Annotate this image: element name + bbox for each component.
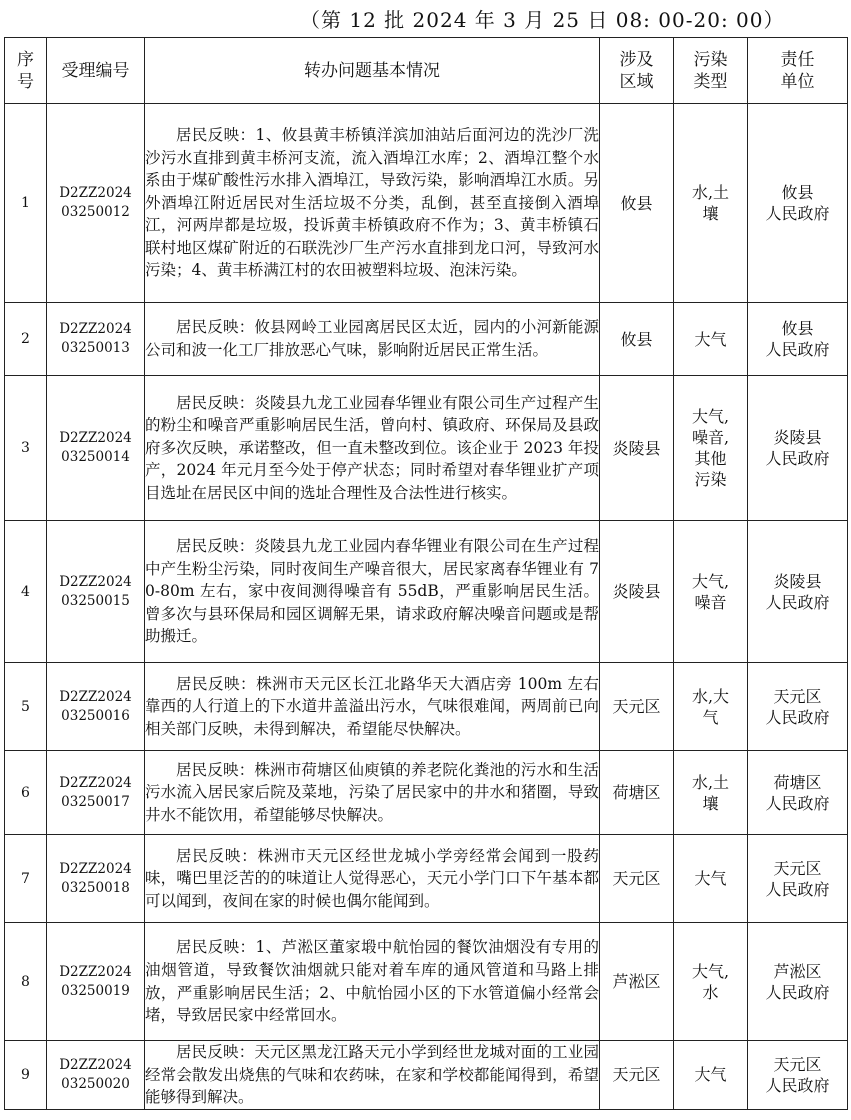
row-code-line: D2ZZ2024 bbox=[59, 185, 132, 201]
row-area: 芦淞区 bbox=[600, 923, 674, 1041]
row-code-line: D2ZZ2024 bbox=[59, 688, 132, 705]
row-code bbox=[47, 663, 145, 751]
row-type-line: 水,大 bbox=[691, 686, 730, 706]
row-seq: 7 bbox=[5, 835, 47, 923]
row-unit-line: 攸县 bbox=[781, 183, 814, 202]
row-code bbox=[47, 303, 145, 376]
table-header-row bbox=[5, 38, 848, 104]
row-code-line: 03250018 bbox=[61, 879, 130, 896]
row-desc-text: 居民反映：株洲市荷塘区仙庾镇的养老院化粪池的污水和生活污水流入居民家后院及菜地，污染了居民家中的井水和猪圈，导致井水不能饮用，希望能够尽快解决。 bbox=[145, 760, 599, 824]
row-code bbox=[47, 751, 145, 835]
row-unit-line: 人民政府 bbox=[765, 449, 830, 468]
row-unit-line: 人民政府 bbox=[765, 707, 830, 727]
row-type bbox=[674, 104, 748, 303]
row-code-line: 03250013 bbox=[61, 340, 130, 356]
batch-header: （第 12 批 2024 年 3 月 25 日 08: 00-20: 00） bbox=[300, 8, 785, 32]
row-code-line: 03250014 bbox=[61, 449, 130, 465]
row-type-line: 壤 bbox=[702, 793, 719, 813]
row-code-line: D2ZZ2024 bbox=[59, 1056, 132, 1073]
table-row bbox=[5, 376, 848, 521]
row-type bbox=[674, 835, 748, 923]
row-type bbox=[674, 663, 748, 751]
table-row bbox=[5, 923, 848, 1041]
row-unit-line: 攸县 bbox=[781, 319, 814, 338]
row-desc bbox=[145, 751, 600, 835]
row-unit bbox=[748, 104, 848, 303]
row-area: 攸县 bbox=[600, 303, 674, 376]
row-unit bbox=[748, 835, 848, 923]
row-code-line: 03250016 bbox=[61, 707, 130, 724]
row-type-line: 噪音, bbox=[691, 428, 730, 447]
row-code bbox=[47, 376, 145, 521]
row-code-line: 03250017 bbox=[61, 793, 130, 810]
col-header-code: 受理编号 bbox=[47, 38, 145, 104]
row-desc bbox=[145, 1041, 600, 1110]
row-unit-line: 炎陵县 bbox=[773, 571, 822, 591]
row-code-line: D2ZZ2024 bbox=[59, 774, 132, 791]
row-type-line: 水,土 bbox=[691, 772, 730, 792]
row-seq: 6 bbox=[5, 751, 47, 835]
row-desc bbox=[145, 923, 600, 1041]
row-unit-line: 人民政府 bbox=[765, 204, 830, 223]
row-code-line: D2ZZ2024 bbox=[59, 573, 132, 590]
row-desc-text: 居民反映：1、芦淞区董家塅中航怡园的餐饮油烟没有专用的油烟管道，导致餐饮油烟就只能对着车库的通风管道和马路上排放，严重影响居民生活；2、中航怡园小区的下水管道偏小经常会堵，导致居民家中经常回水。 bbox=[145, 938, 599, 1025]
row-code-line: 03250019 bbox=[61, 982, 130, 999]
row-unit-line: 人民政府 bbox=[765, 1075, 830, 1095]
row-code-line: 03250015 bbox=[61, 592, 130, 609]
table-row bbox=[5, 1041, 848, 1110]
row-type bbox=[674, 376, 748, 521]
row-type-line: 大气 bbox=[694, 1065, 727, 1085]
row-desc-text: 居民反映：株洲市天元区经世龙城小学旁经常会闻到一股药味，嘴巴里泛苦的的味道让人觉得恶心，天元小学门口下午基本都可以闻到，夜间在家的时候也偶尔能闻到。 bbox=[145, 846, 599, 910]
row-desc-text: 居民反映：攸县网岭工业园离居民区太近，园内的小河新能源公司和波一化工厂排放恶心气味，影响附近居民正常生活。 bbox=[145, 318, 599, 359]
row-type-line: 大气, bbox=[691, 571, 730, 591]
row-unit-line: 天元区 bbox=[773, 858, 822, 878]
row-desc-text: 居民反映：炎陵县九龙工业园春华锂业有限公司生产过程产生的粉尘和噪音严重影响居民生活，曾向村、镇政府、环保局及县政府多次反映，承诺整改，但一直未整改到位。该企业于 2023 年投产，2024 年元月至今处于停产状态；同时希望对春华锂业扩产项目选址在居民区中间的选址合理性及合法性进行核实。 bbox=[145, 393, 599, 502]
row-area: 炎陵县 bbox=[600, 521, 674, 663]
row-type-line: 污染 bbox=[694, 470, 727, 489]
col-header-type bbox=[674, 38, 748, 104]
col-header-seq-text: 序 号 bbox=[17, 49, 34, 92]
row-desc-text: 居民反映：株洲市天元区长江北路华天大酒店旁 100m 左右靠西的人行道上的下水道井盖溢出污水，气味很难闻，两周前已向相关部门反映，未得到解决，希望能尽快解决。 bbox=[145, 674, 599, 738]
table-row bbox=[5, 751, 848, 835]
row-unit bbox=[748, 663, 848, 751]
row-type-line: 大气, bbox=[691, 407, 730, 426]
row-unit bbox=[748, 521, 848, 663]
row-desc-text: 居民反映：天元区黑龙江路天元小学到经世龙城对面的工业园经常会散发出烧焦的气味和农药味，在家和学校都能闻得到，希望能够得到解决。 bbox=[145, 1043, 599, 1107]
row-unit bbox=[748, 923, 848, 1041]
row-desc bbox=[145, 104, 600, 303]
row-type-line: 大气 bbox=[694, 329, 727, 349]
col-header-desc: 转办问题基本情况 bbox=[145, 38, 600, 104]
row-type bbox=[674, 1041, 748, 1110]
row-unit-line: 人民政府 bbox=[765, 982, 830, 1002]
row-unit-line: 天元区 bbox=[773, 1054, 822, 1074]
row-type-line: 大气 bbox=[694, 869, 727, 888]
row-type bbox=[674, 923, 748, 1041]
row-unit bbox=[748, 751, 848, 835]
row-unit bbox=[748, 303, 848, 376]
row-seq: 4 bbox=[5, 521, 47, 663]
row-type-line: 大气, bbox=[691, 961, 730, 981]
row-code-line: 03250020 bbox=[61, 1075, 130, 1092]
table-row bbox=[5, 521, 848, 663]
row-area: 天元区 bbox=[600, 1041, 674, 1110]
row-code-line: D2ZZ2024 bbox=[59, 860, 132, 877]
row-unit-line: 人民政府 bbox=[765, 793, 830, 813]
row-seq: 1 bbox=[5, 104, 47, 303]
row-code-line: D2ZZ2024 bbox=[59, 963, 132, 980]
row-area: 天元区 bbox=[600, 663, 674, 751]
table-body bbox=[5, 104, 848, 1110]
row-code bbox=[47, 104, 145, 303]
row-unit-line: 天元区 bbox=[773, 686, 822, 706]
row-desc-text: 居民反映：1、攸县黄丰桥镇洋滨加油站后面河边的洗沙厂洗沙污水直排到黄丰桥河支流，流入酒埠江水库；2、酒埠江整个水系由于煤矿酸性污水排入酒埠江，导致污染，影响酒埠江水质。另外酒埠江附近居民对生活垃圾不分类，乱倒，甚至直接倒入酒埠江，河两岸都是垃圾，投诉黄丰桥镇政府不作为；3、黄丰桥镇石联村地区煤矿附近的石联洗沙厂生产污水直排到龙口河，导致河水污染；4、黄丰桥满江村的农田被塑料垃圾、泡沫污染。 bbox=[145, 125, 599, 280]
row-code bbox=[47, 521, 145, 663]
row-seq: 9 bbox=[5, 1041, 47, 1110]
col-header-seq bbox=[5, 38, 47, 104]
row-unit-line: 人民政府 bbox=[765, 879, 830, 899]
row-desc bbox=[145, 376, 600, 521]
row-desc bbox=[145, 303, 600, 376]
row-unit bbox=[748, 376, 848, 521]
row-type-line: 噪音 bbox=[694, 592, 727, 612]
row-type bbox=[674, 521, 748, 663]
row-desc bbox=[145, 521, 600, 663]
row-seq: 5 bbox=[5, 663, 47, 751]
col-header-type-text: 污染 类型 bbox=[693, 49, 728, 92]
row-type-line: 水,土 bbox=[691, 183, 730, 202]
row-unit-line: 荷塘区 bbox=[773, 772, 822, 792]
row-seq: 3 bbox=[5, 376, 47, 521]
row-code bbox=[47, 1041, 145, 1110]
table-row bbox=[5, 663, 848, 751]
row-seq: 2 bbox=[5, 303, 47, 376]
row-unit-line: 芦淞区 bbox=[773, 961, 822, 981]
row-code-line: 03250012 bbox=[61, 204, 130, 220]
complaint-table bbox=[4, 37, 848, 1110]
col-header-unit bbox=[748, 38, 848, 104]
row-type bbox=[674, 751, 748, 835]
row-code-line: D2ZZ2024 bbox=[59, 321, 132, 337]
row-unit bbox=[748, 1041, 848, 1110]
row-desc bbox=[145, 835, 600, 923]
col-header-unit-text: 责任 单位 bbox=[780, 49, 815, 92]
row-type-line: 气 bbox=[702, 707, 719, 727]
row-type bbox=[674, 303, 748, 376]
table-row bbox=[5, 104, 848, 303]
row-code bbox=[47, 923, 145, 1041]
row-area: 天元区 bbox=[600, 835, 674, 923]
col-header-area-text: 涉及 区域 bbox=[619, 49, 654, 92]
row-code-line: D2ZZ2024 bbox=[59, 430, 132, 446]
row-area: 炎陵县 bbox=[600, 376, 674, 521]
row-unit-line: 炎陵县 bbox=[773, 428, 822, 447]
row-desc bbox=[145, 663, 600, 751]
table-row bbox=[5, 303, 848, 376]
row-unit-line: 人民政府 bbox=[765, 340, 830, 359]
col-header-area bbox=[600, 38, 674, 104]
row-area: 攸县 bbox=[600, 104, 674, 303]
row-unit-line: 人民政府 bbox=[765, 592, 830, 612]
row-desc-text: 居民反映：炎陵县九龙工业园内春华锂业有限公司在生产过程中产生粉尘污染，同时夜间生产噪音很大，居民家离春华锂业有 70-80m 左右，家中夜间测得噪音有 55dB，严重影响居民生活。曾多次与县环保局和园区调解无果，请求政府解决噪音问题或是帮助搬迁。 bbox=[145, 537, 599, 646]
row-type-line: 水 bbox=[702, 982, 719, 1002]
row-seq: 8 bbox=[5, 923, 47, 1041]
row-type-line: 其他 bbox=[694, 449, 727, 468]
table-row bbox=[5, 835, 848, 923]
row-area: 荷塘区 bbox=[600, 751, 674, 835]
row-code bbox=[47, 835, 145, 923]
row-type-line: 壤 bbox=[702, 204, 719, 223]
